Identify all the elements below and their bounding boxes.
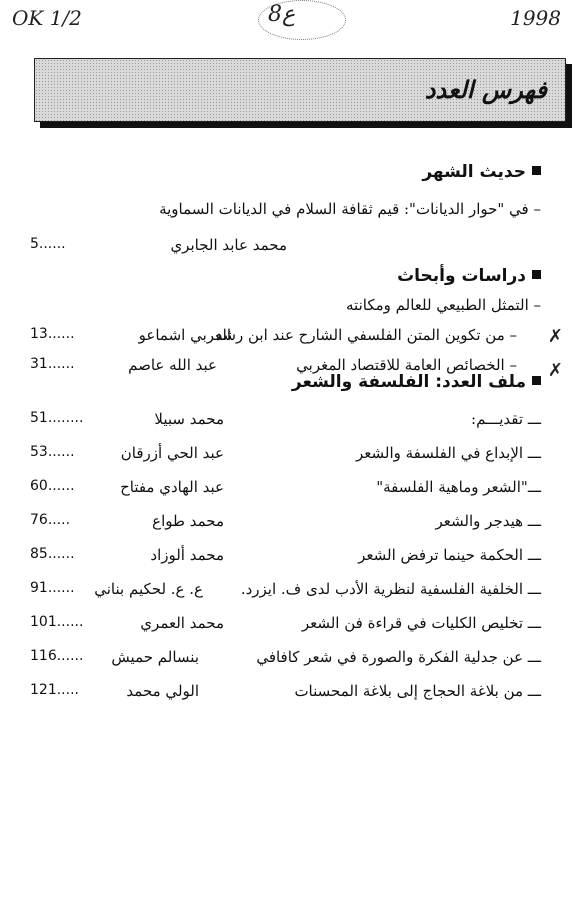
entry-page: 13...... <box>30 326 75 342</box>
entry-title: ـــ الخلفية الفلسفية لنظرية الأدب لدى ف. ايزرد. <box>240 580 541 598</box>
entry-page: 85...... <box>30 546 75 562</box>
section-heading-dossier: ملف العدد: الفلسفة والشعر <box>292 372 541 392</box>
entry-author: الولي محمد <box>126 682 199 700</box>
entry-author: عبد الله عاصم <box>128 356 217 374</box>
pen-check-mark-icon: ✗ <box>547 360 563 381</box>
entry-title: – الخصائص العامة للاقتصاد المغربي <box>296 356 517 374</box>
section-heading-editorial: حديث الشهر <box>422 162 541 182</box>
entry-title: ـــ الحكمة حينما ترفض الشعر <box>358 546 541 564</box>
entry-title: ـــ الإبداع في الفلسفة والشعر <box>356 444 541 462</box>
entry-page: 31...... <box>30 356 75 372</box>
entry-author: بنسالم حميش <box>111 648 199 666</box>
entry-page: 101...... <box>30 614 84 630</box>
entry-page: 91...... <box>30 580 75 596</box>
section-heading-studies: دراسات وأبحاث <box>397 266 541 286</box>
contents-header-box <box>34 58 566 122</box>
handwritten-year: 1998 <box>510 6 561 30</box>
entry-title: – التمثل الطبيعي للعالم ومكانته <box>346 296 541 314</box>
entry-page: 116...... <box>30 648 84 664</box>
entry-title: – في "حوار الديانات": قيم ثقافة السلام في الديانات السماوية <box>159 200 541 218</box>
handwritten-issue-note: 8ع <box>268 2 296 27</box>
entry-title: ـــ تخليص الكليات في قراءة فن الشعر <box>301 614 541 632</box>
toc-row <box>0 444 579 466</box>
toc-row <box>0 682 579 704</box>
entry-page: 60...... <box>30 478 75 494</box>
toc-row <box>0 410 579 432</box>
entry-author: العربي اشماعو <box>138 326 231 344</box>
entry-title: ـــ تقديـــم: <box>471 410 541 428</box>
toc-row <box>0 546 579 568</box>
entry-author: محمد طواع <box>152 512 224 530</box>
toc-row <box>0 614 579 636</box>
toc-row <box>0 326 579 348</box>
entry-author: محمد عابد الجابري <box>170 236 287 254</box>
toc-row <box>0 236 579 258</box>
square-bullet-icon <box>532 376 541 385</box>
square-bullet-icon <box>532 270 541 279</box>
entry-author: محمد سبيلا <box>154 410 224 428</box>
toc-row <box>0 478 579 500</box>
entry-title: – من تكوين المتن الفلسفي الشارح عند ابن رشد <box>215 326 517 344</box>
entry-author: محمد ألوزاد <box>150 546 224 564</box>
entry-page: 5...... <box>30 236 66 252</box>
entry-title: ـــ هيدجر والشعر <box>435 512 541 530</box>
contents-title: فهرس العدد <box>424 75 547 104</box>
entry-title: ـــ عن جدلية الفكرة والصورة في شعر كافافي <box>256 648 541 666</box>
square-bullet-icon <box>532 166 541 175</box>
entry-page: 76..... <box>30 512 71 528</box>
entry-title: ـــ"الشعر وماهية الفلسفة" <box>376 478 541 496</box>
entry-page: 53...... <box>30 444 75 460</box>
entry-author: عبد الهادي مفتاح <box>120 478 224 496</box>
pen-check-mark-icon: ✗ <box>547 326 563 347</box>
entry-author: ع. ع. لحكيم بناني <box>94 580 203 598</box>
entry-page: 121..... <box>30 682 79 698</box>
entry-page: 51........ <box>30 410 84 426</box>
handwritten-ok-note: OK 1/2 <box>12 6 82 30</box>
entry-author: عبد الحي أزرقان <box>120 444 224 462</box>
toc-row <box>0 580 579 602</box>
toc-row <box>0 648 579 670</box>
entry-title: ـــ من بلاغة الحجاج إلى بلاغة المحسنات <box>294 682 541 700</box>
entry-author: محمد العمري <box>140 614 224 632</box>
toc-row <box>0 512 579 534</box>
